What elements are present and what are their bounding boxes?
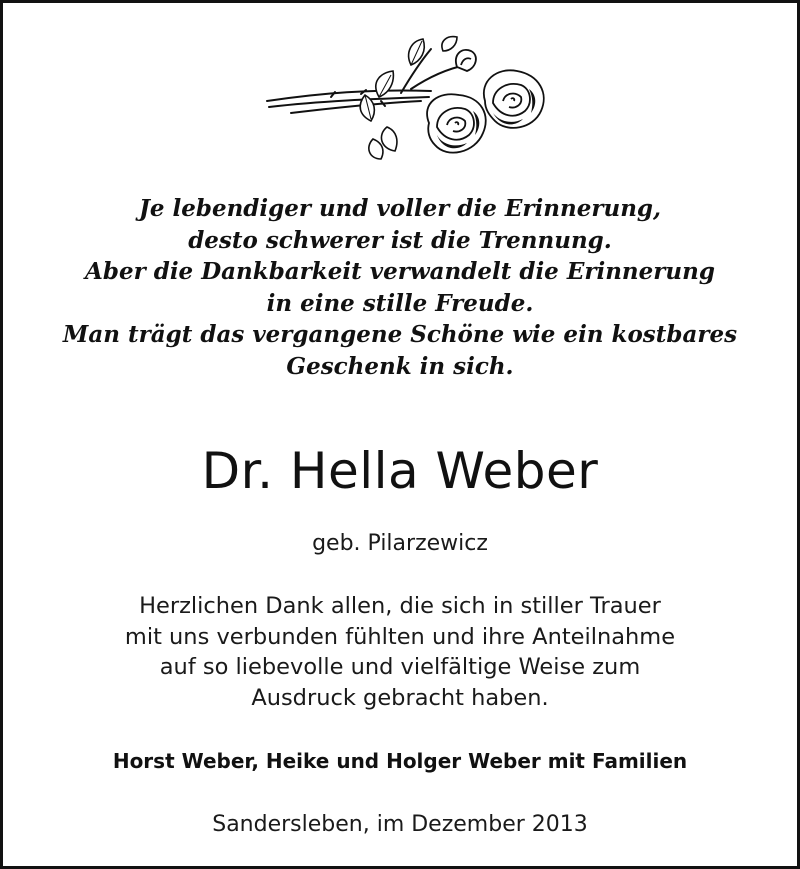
thanks-line: Ausdruck gebracht haben. [251, 684, 549, 711]
quote-line: in eine stille Freude. [266, 289, 534, 317]
birth-name: geb. Pilarzewicz [312, 531, 488, 556]
quote-line: Aber die Dankbarkeit verwandelt die Erinnerung [85, 258, 715, 285]
quote-line: Je lebendiger und voller die Erinnerung, [138, 195, 662, 222]
quote-line: desto schwerer ist die Trennung. [188, 226, 612, 254]
memorial-quote [3, 193, 797, 382]
thanks-line: mit uns verbunden fühlten und ihre Anteilnahme [124, 623, 676, 650]
quote-line: Geschenk in sich. [286, 352, 514, 380]
quote-line: Man trägt das vergangene Schöne wie ein kostbares [62, 321, 738, 348]
thanks-line: auf so liebevolle und vielfältige Weise zum [159, 654, 641, 680]
deceased-name: Dr. Hella Weber [201, 442, 599, 500]
place-and-date: Sandersleben, im Dezember 2013 [212, 812, 588, 837]
thanks-message [3, 591, 797, 713]
bereaved-family: Horst Weber, Heike und Holger Weber mit Familien [112, 749, 688, 773]
roses-icon [261, 31, 561, 166]
thanks-line: Herzlichen Dank allen, die sich in stiller Trauer [139, 593, 661, 619]
